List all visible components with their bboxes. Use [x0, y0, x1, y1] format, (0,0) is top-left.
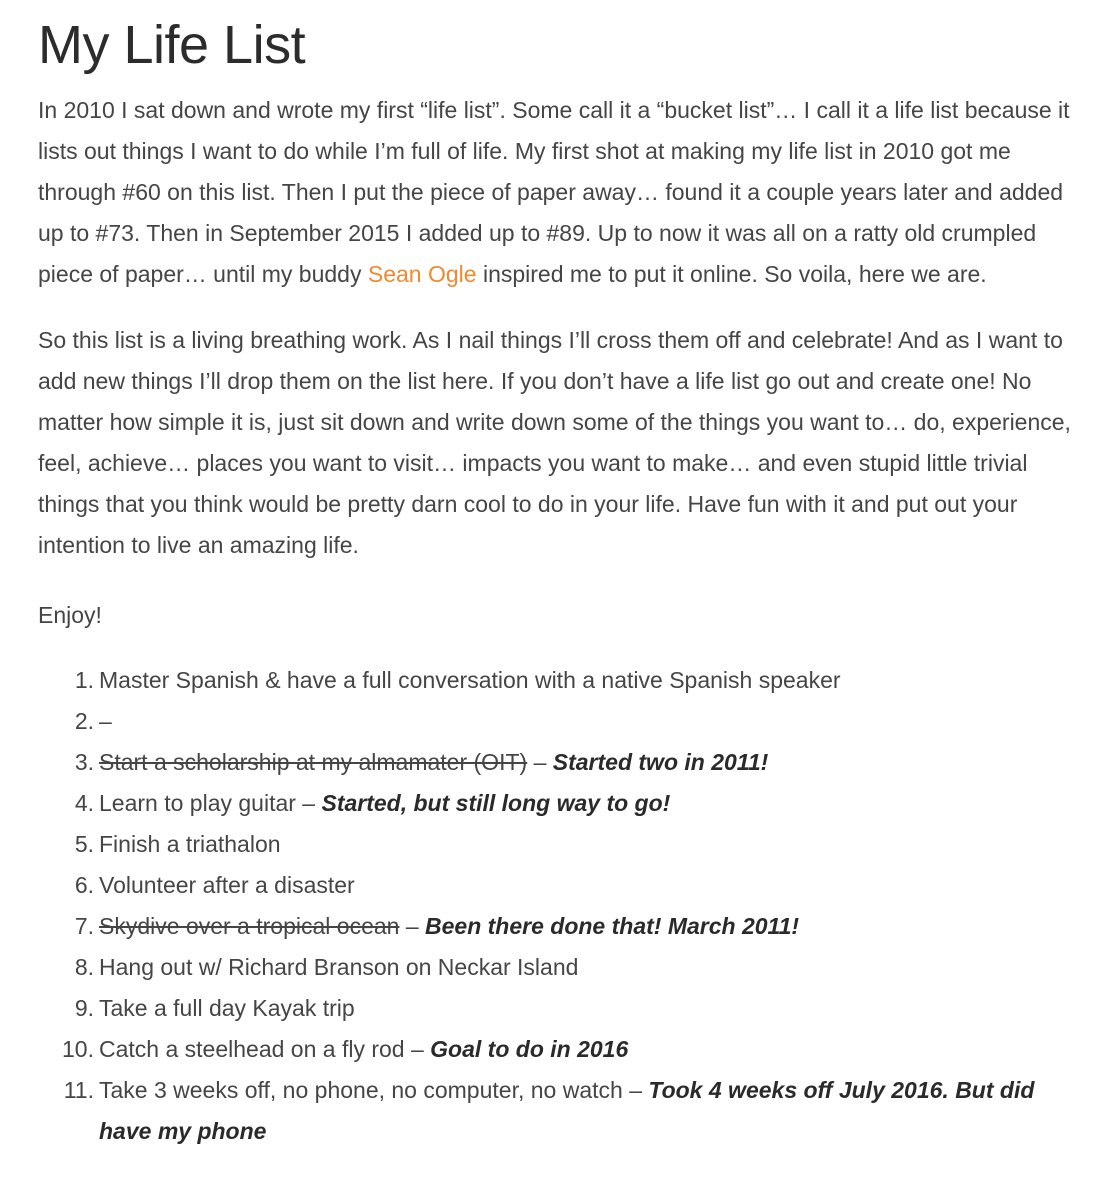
list-item	[38, 660, 1082, 701]
list-item-text: Take 3 weeks off, no phone, no computer, no watch	[99, 1077, 623, 1103]
list-item-number: 11.	[63, 1077, 94, 1103]
list-item-number: 7.	[74, 913, 94, 939]
list-item-note: Started, but still long way to go!	[321, 790, 671, 816]
list-item-text: –	[99, 708, 112, 734]
list-item	[38, 947, 1082, 988]
list-item-text: Catch a steelhead on a fly rod	[99, 1036, 405, 1062]
list-item-number: 5.	[74, 831, 94, 857]
list-item-struck-text: Start a scholarship at my almamater (OIT)	[99, 749, 528, 775]
list-item-text: Learn to play guitar	[99, 790, 296, 816]
list-item-number: 1.	[74, 667, 94, 693]
list-item-separator: –	[404, 1036, 431, 1062]
list-item	[38, 824, 1082, 865]
life-list	[38, 660, 1082, 1152]
list-item-text: Take a full day Kayak trip	[99, 995, 355, 1021]
list-item-text: Master Spanish & have a full conversation with a native Spanish speaker	[99, 667, 841, 693]
list-item-number: 4.	[74, 790, 94, 816]
enjoy-text: Enjoy!	[38, 602, 102, 628]
list-item-struck-text: Skydive over a tropical ocean	[99, 913, 400, 939]
list-item	[38, 701, 1082, 742]
list-item-number: 9.	[74, 995, 94, 1021]
list-item-body	[99, 906, 1082, 947]
list-item-separator: –	[527, 749, 553, 775]
list-item-text: Hang out w/ Richard Branson on Neckar Island	[99, 954, 579, 980]
list-item-body	[99, 660, 1082, 701]
list-item-note: Started two in 2011!	[552, 749, 769, 775]
list-item	[38, 1029, 1082, 1070]
intro-text-before-link: In 2010 I sat down and wrote my first “life list”. Some call it a “bucket list”… I call it a life list because it lists out things I want to do while I’m full of life. My first shot at making my life list in 2010 got me through #60 on this list. Then I put the piece of paper away… found it a couple years later and added up to #73. Then in September 2015 I added up to #89. Up to now it was all on a ratty old crumpled piece of paper… until my buddy	[38, 97, 1070, 287]
list-item	[38, 906, 1082, 947]
intro-text-after-link: inspired me to put it online. So voila, here we are.	[476, 261, 987, 287]
intro-paragraph-1	[38, 90, 1082, 295]
list-item-number: 2.	[74, 708, 94, 734]
list-item-note: Goal to do in 2016	[430, 1036, 629, 1062]
list-item-body	[99, 1029, 1082, 1070]
list-item-body	[99, 742, 1082, 783]
list-item-text: Finish a triathalon	[99, 831, 281, 857]
list-item-number: 8.	[74, 954, 94, 980]
list-item-body	[99, 824, 1082, 865]
list-item-body	[99, 988, 1082, 1029]
list-item-number: 6.	[74, 872, 94, 898]
list-item-text: Volunteer after a disaster	[99, 872, 355, 898]
list-item-note: Took 4 weeks off July 2016. But did have my phone	[99, 1077, 1035, 1144]
list-item-separator: –	[622, 1077, 649, 1103]
list-item	[38, 783, 1082, 824]
list-item-body	[99, 865, 1082, 906]
list-item-body	[99, 783, 1082, 824]
list-item-note: Been there done that! March 2011!	[425, 913, 800, 939]
list-item-number: 10.	[62, 1036, 94, 1062]
list-item	[38, 1070, 1082, 1152]
list-item	[38, 742, 1082, 783]
list-item	[38, 865, 1082, 906]
sean-ogle-link[interactable]: Sean Ogle	[367, 261, 477, 287]
list-item-body	[99, 701, 1082, 742]
intro-paragraph-2: So this list is a living breathing work. As I nail things I’ll cross them off and celebrate! And as I want to add new things I’ll drop them on the list here. If you don’t have a life list go out and create one! No matter how simple it is, just sit down and write down some of the things you want to… do, experience, feel, achieve… places you want to visit… impacts you want to make… and even stupid little trivial things that you think would be pretty darn cool to do in your life. Have fun with it and put out your intention to live an amazing life.	[38, 327, 1071, 558]
list-item	[38, 988, 1082, 1029]
page-title: My Life List	[38, 15, 306, 75]
list-item-number: 3.	[74, 749, 94, 775]
list-item-separator: –	[295, 790, 322, 816]
list-item-separator: –	[399, 913, 426, 939]
list-item-body	[99, 1070, 1082, 1152]
list-item-body	[99, 947, 1082, 988]
